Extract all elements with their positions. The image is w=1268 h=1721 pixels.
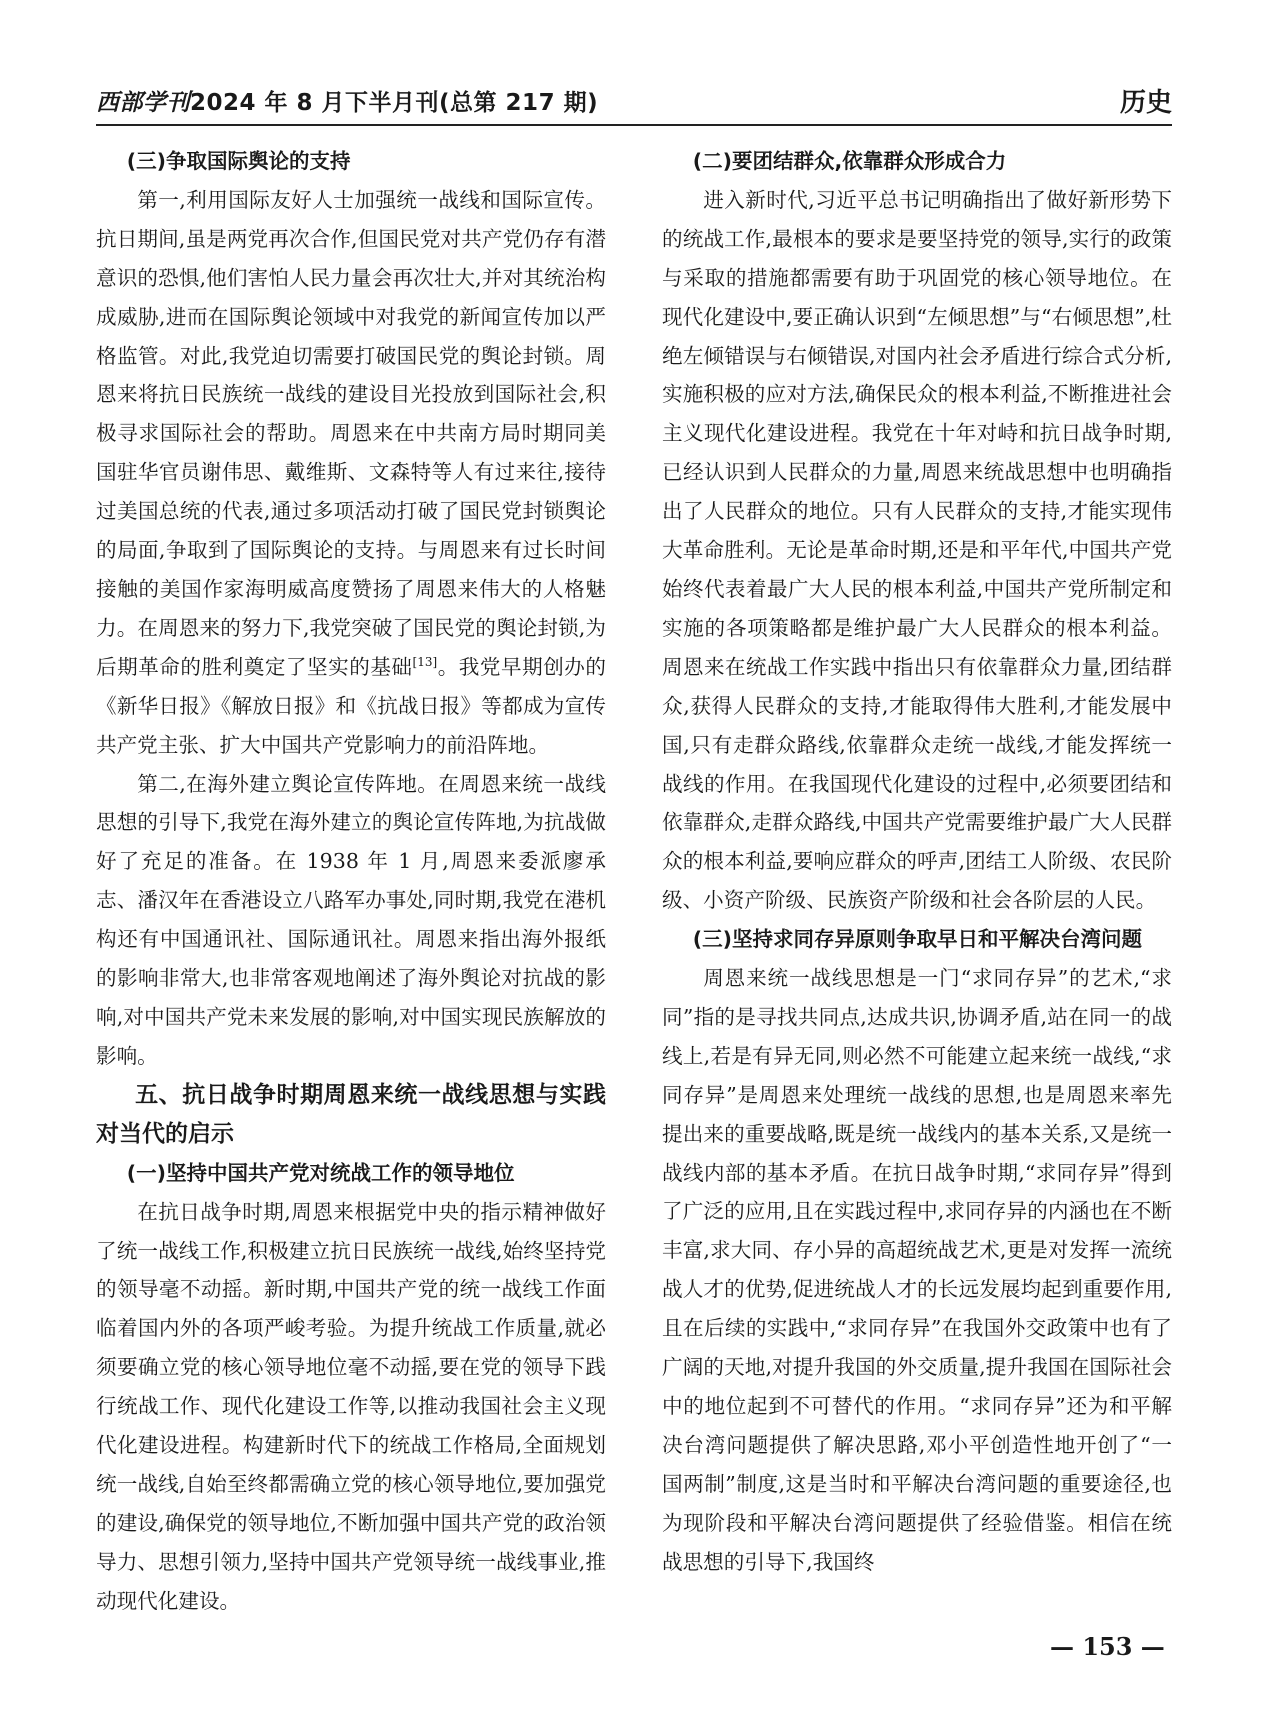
subheading-masses: (二)要团结群众,依靠群众形成合力 [692, 149, 1007, 173]
paragraph-text: 第一,利用国际友好人士加强统一战线和国际宣传。抗日期间,虽是两党再次合作,但国民党对共产党仍存有潜意识的恐惧,他们害怕人民力量会再次壮大,并对其统治构成威胁,进而在国际舆论领域中对我党的新闻宣传加以严格监管。对此,我党迫切需要打破国民党的舆论封锁。周恩来将抗日民族统一战线的建设目光投放到国际社会,积极寻求国际社会的帮助。周恩来在中共南方局时期同美国驻华官员谢伟思、戴维斯、文森特等人有过来往,接待过美国总统的代表,通过多项活动打破了国民党封锁舆论的局面,争取到了国际舆论的支持。与周恩来有过长时间接触的美国作家海明威高度赞扬了周恩来伟大的人格魅力。在周恩来的努力下,我党突破了国民党的舆论封锁,为后期革命的胜利奠定了坚实的基础 [96, 187, 606, 679]
journal-logo: 西部学刊 [96, 89, 190, 116]
subheading-int-opinion: (三)争取国际舆论的支持 [126, 149, 351, 173]
section-heading: 五、抗日战争时期周恩来统一战线思想与实践对当代的启示 [96, 1081, 606, 1147]
paragraph: 在抗日战争时期,周恩来根据党中央的指示精神做好了统一战线工作,积极建立抗日民族统一战线,始终坚持党的领导毫不动摇。新时期,中国共产党的统一战线工作面临着国内外的各项严峻考验。为提升统战工作质量,就必须要确立党的核心领导地位毫不动摇,要在党的领导下践行统战工作、现代化建设工作等,以推动我国社会主义现代化建设进程。构建新时代下的统战工作格局,全面规划统一战线,自始至终都需确立党的核心领导地位,要加强党的建设,确保党的领导地位,不断加强中国共产党的政治领导力、思想引领力,坚持中国共产党领导统一战线事业,推动现代化建设。 [96, 1199, 606, 1613]
paragraph-text: 。我党早期创办的《新华日报》《解放日报》和《抗战日报》等都成为宣传共产党主张、扩大中国共产党影响力的前沿阵地。 [96, 654, 607, 757]
page-header [96, 78, 1172, 126]
subheading-leadership: (一)坚持中国共产党对统战工作的领导地位 [126, 1160, 515, 1185]
right-column [662, 142, 1172, 1582]
subheading-taiwan: (三)坚持求同存异原则争取早日和平解决台湾问题 [692, 927, 1142, 952]
citation-ref: [13] [412, 654, 438, 669]
paragraph: 第二,在海外建立舆论宣传阵地。在周恩来统一战线思想的引导下,我党在海外建立的舆论宣传阵地,为抗战做好了充足的准备。在 1938 年 1 月,周恩来委派廖承志、潘汉年在香港设立八路军办事处,同时期,我党在港机构还有中国通讯社、国际通讯社。周恩来指出海外报纸的影响非常大,也非常客观地阐述了海外舆论对抗战的影响,对中国共产党未来发展的影响,对中国实现民族解放的影响。 [96, 771, 606, 1068]
page-number: — 153 — [1050, 1632, 1165, 1661]
left-column [96, 142, 606, 1621]
paragraph [96, 181, 606, 765]
paragraph: 进入新时代,习近平总书记明确指出了做好新形势下的统战工作,最根本的要求是要坚持党的领导,实行的政策与采取的措施都需要有助于巩固党的核心领导地位。在现代化建设中,要正确认识到“左倾思想”与“右倾思想”,杜绝左倾错误与右倾错误,对国内社会矛盾进行综合式分析,实施积极的应对方法,确保民众的根本利益,不断推进社会主义现代化建设进程。我党在十年对峙和抗日战争时期,已经认识到人民群众的力量,周恩来统战思想中也明确指出了人民群众的地位。只有人民群众的支持,才能实现伟大革命胜利。无论是革命时期,还是和平年代,中国共产党始终代表着最广大人民的根本利益,中国共产党所制定和实施的各项策略都是维护最广大人民群众的根本利益。周恩来在统战工作实践中指出只有依靠群众力量,团结群众,获得人民群众的支持,才能取得伟大胜利,才能发展中国,只有走群众路线,依靠群众走统一战线,才能发挥统一战线的作用。在我国现代化建设的过程中,必须要团结和依靠群众,走群众路线,中国共产党需要维护最广大人民群众的根本利益,要响应群众的呼声,团结工人阶级、农民阶级、小资产阶级、民族资产阶级和社会各阶层的人民。 [662, 187, 1172, 913]
journal-issue [96, 84, 598, 117]
issue-info: 2024 年 8 月下半月刊(总第 217 期) [190, 90, 599, 116]
section-label: 历史 [1119, 88, 1172, 118]
paragraph: 周恩来统一战线思想是一门“求同存异”的艺术,“求同”指的是寻找共同点,达成共识,协调矛盾,站在同一的战线上,若是有异无同,则必然不可能建立起来统一战线,“求同存异”是周恩来处理统一战线的思想,也是周恩来率先提出来的重要战略,既是统一战线内的基本关系,又是统一战线内部的基本矛盾。在抗日战争时期,“求同存异”得到了广泛的应用,且在实践过程中,求同存异的内涵也在不断丰富,求大同、存小异的高超统战艺术,更是对发挥一流统战人才的优势,促进统战人才的长远发展均起到重要作用,且在后续的实践中,“求同存异”在我国外交政策中也有了广阔的天地,对提升我国的外交质量,提升我国在国际社会中的地位起到不可替代的作用。“求同存异”还为和平解决台湾问题提供了解决思路,邓小平创造性地开创了“一国两制”制度,这是当时和平解决台湾问题的重要途径,也为现阶段和平解决台湾问题提供了经验借鉴。相信在统战思想的引导下,我国终 [662, 966, 1172, 1574]
